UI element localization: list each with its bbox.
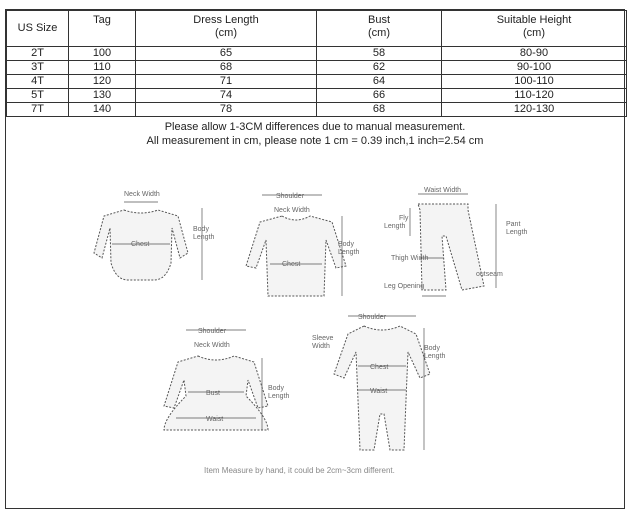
shirt-shoulder-label: Shoulder — [276, 193, 305, 200]
shirt-body-label: Body — [338, 241, 354, 248]
romper-width-label: Width — [312, 343, 330, 350]
pants-pant-label: Pant — [506, 221, 521, 228]
col-header-tag: Tag — [69, 11, 136, 47]
romper-sleeve-label: Sleeve — [312, 335, 334, 342]
table-header-row — [7, 11, 627, 47]
table-row — [7, 89, 627, 103]
dress-bust-label: Bust — [206, 390, 221, 397]
bodysuit-body-label: Body — [193, 226, 209, 233]
cell: 120 — [69, 75, 136, 89]
pants-pant-length-label: Length — [506, 229, 528, 236]
cell: 90-100 — [442, 61, 627, 75]
romper-shoulder-label: Shoulder — [358, 314, 387, 321]
cell: 140 — [69, 103, 136, 117]
table-row — [7, 103, 627, 117]
cell: 66 — [317, 89, 442, 103]
cell: 78 — [136, 103, 317, 117]
cell: 4T — [7, 75, 69, 89]
dress-shoulder-label: Shoulder — [198, 328, 227, 335]
garment-diagrams — [6, 168, 624, 488]
cell: 7T — [7, 103, 69, 117]
bodysuit-neck-label: Neck Width — [124, 191, 160, 198]
shirt-neck-label: Neck Width — [274, 207, 310, 214]
dress-body-label: Body — [268, 385, 284, 392]
romper-length-label: Length — [424, 353, 446, 360]
cell: 74 — [136, 89, 317, 103]
pants-thigh-label: Thigh Width — [391, 255, 429, 262]
cell: 3T — [7, 61, 69, 75]
diagram-footer-note: Item Measure by hand, it could be 2cm~3cm different. — [204, 466, 395, 475]
cell: 64 — [317, 75, 442, 89]
table-row — [7, 47, 627, 61]
cell: 120-130 — [442, 103, 627, 117]
col-header-bust: Bust (cm) — [317, 11, 442, 47]
cell: 5T — [7, 89, 69, 103]
pants-fly-label: Fly — [399, 215, 409, 222]
table-row — [7, 61, 627, 75]
cell: 58 — [317, 47, 442, 61]
cell: 68 — [317, 103, 442, 117]
pants-leg-label: Leg Opening — [384, 283, 425, 290]
bodysuit-chest-label: Chest — [131, 241, 150, 248]
cell: 62 — [317, 61, 442, 75]
pants-outseam-label: outseam — [476, 271, 503, 278]
cell: 110-120 — [442, 89, 627, 103]
cell: 68 — [136, 61, 317, 75]
romper-waist-label: Waist — [370, 388, 388, 395]
cell: 71 — [136, 75, 317, 89]
bodysuit-length-label: Length — [193, 234, 215, 241]
shirt-length-label: Length — [338, 249, 360, 256]
cell: 2T — [7, 47, 69, 61]
note-line-2: All measurement in cm, please note 1 cm = 0.39 inch,1 inch=2.54 cm — [146, 135, 484, 147]
dress-diagram — [164, 328, 290, 430]
col-header-us-size: US Size — [7, 11, 69, 47]
romper-diagram — [312, 314, 446, 450]
dress-length-label: Length — [268, 393, 290, 400]
size-chart-frame — [5, 9, 625, 509]
pants-waist-label: Waist Width — [424, 187, 462, 194]
shirt-chest-label: Chest — [282, 261, 301, 268]
cell: 100-110 — [442, 75, 627, 89]
bodysuit-diagram — [94, 191, 215, 280]
dress-waist-label: Waist — [206, 416, 224, 423]
cell: 80-90 — [442, 47, 627, 61]
table-row — [7, 75, 627, 89]
pants-diagram — [384, 187, 528, 296]
size-table — [6, 10, 627, 117]
cell: 65 — [136, 47, 317, 61]
cell: 110 — [69, 61, 136, 75]
romper-body-label: Body — [424, 345, 440, 352]
note-line-1: Please allow 1-3CM differences due to manual measurement. — [164, 121, 466, 133]
pants-fly-length-label: Length — [384, 223, 406, 230]
dress-neck-label: Neck Width — [194, 342, 230, 349]
col-header-suitable-height: Suitable Height (cm) — [442, 11, 627, 47]
shirt-diagram — [246, 193, 360, 296]
romper-chest-label: Chest — [370, 364, 389, 371]
col-header-dress-length: Dress Length (cm) — [136, 11, 317, 47]
cell: 100 — [69, 47, 136, 61]
cell: 130 — [69, 89, 136, 103]
measurement-notes — [6, 120, 624, 148]
